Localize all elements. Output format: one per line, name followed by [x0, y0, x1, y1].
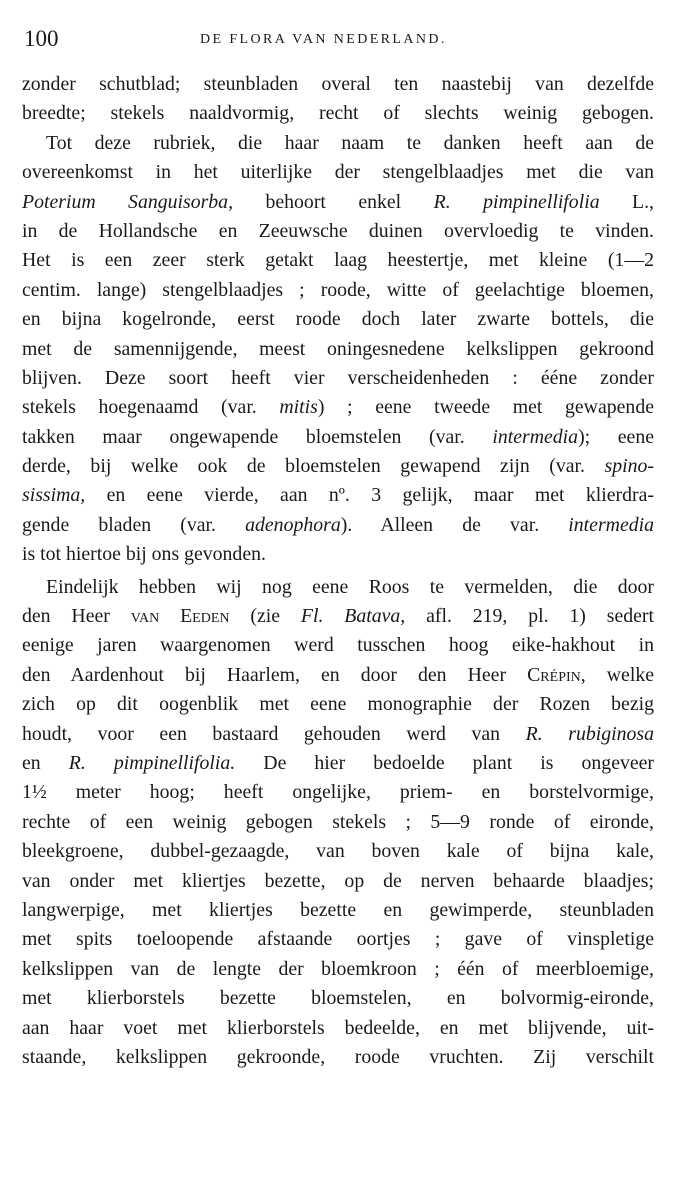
text-line — [22, 276, 654, 305]
text-line — [22, 540, 654, 569]
text-segment: Het is een zeer sterk getakt laag heestertje, met kleine (1—2 — [22, 249, 654, 272]
text-line — [22, 158, 654, 187]
text-segment: en — [22, 751, 69, 774]
text-line — [22, 808, 654, 837]
text-segment: van onder met kliertjes bezette, op de nerven behaarde blaadjes; — [22, 869, 654, 892]
text-segment: afl. 219, pl. 1) sedert — [405, 605, 654, 628]
small-caps-name: Crépin — [527, 663, 581, 686]
text-line — [22, 481, 654, 510]
text-line — [22, 70, 654, 99]
italic-text: sissima, — [22, 484, 86, 507]
text-segment: De hier bedoelde plant is ongeveer — [235, 751, 654, 774]
text-segment: Tot deze rubriek, die haar naam te danken heeft aan de — [46, 131, 654, 154]
text-segment: den Heer — [22, 605, 131, 628]
text-line — [22, 99, 654, 128]
text-line — [22, 246, 654, 275]
text-segment: ). Alleen de var. — [340, 513, 569, 536]
italic-text: Fl. Batava, — [300, 605, 406, 628]
italic-text: intermedia — [568, 513, 654, 536]
text-segment: staande, kelkslippen gekroonde, roode vruchten. Zij verschilt — [22, 1045, 654, 1068]
text-line — [22, 364, 654, 393]
text-segment: is tot hiertoe bij ons gevonden. — [22, 543, 266, 566]
text-segment: rechte of een weinig gebogen stekels ; 5—9 ronde of eironde, — [22, 810, 654, 833]
text-segment: overeenkomst in het uiterlijke der stengelblaadjes met die van — [22, 161, 654, 184]
text-line — [22, 573, 654, 602]
text-line — [22, 511, 654, 540]
text-segment: in de Hollandsche en Zeeuwsche duinen overvloedig te vinden. — [22, 219, 654, 242]
text-line — [22, 217, 654, 246]
text-segment: eenige jaren waargenomen werd tusschen hoog eike-hakhout in — [22, 634, 654, 657]
text-line — [22, 896, 654, 925]
running-head: DE FLORA VAN NEDERLAND. — [200, 32, 447, 47]
text-segment: derde, bij welke ook de bloemstelen gewapend zijn (var. — [22, 455, 605, 478]
text-segment: Eindelijk hebben wij nog eene Roos te vermelden, die door — [46, 575, 654, 598]
italic-text: R. pimpinellifolia. — [68, 751, 236, 774]
text-segment: gende bladen (var. — [22, 513, 246, 536]
italic-text: mitis — [279, 396, 318, 419]
text-segment: ); eene — [578, 425, 654, 448]
small-caps-name: van Eeden — [130, 605, 230, 628]
text-line — [22, 661, 654, 690]
text-line — [22, 837, 654, 866]
text-line — [22, 867, 654, 896]
text-line — [22, 690, 654, 719]
text-segment: zich op dit oogenblik met eene monographie der Rozen bezig — [22, 693, 654, 716]
page-number: 100 — [24, 26, 59, 51]
text-segment: aan haar voet met klierborstels bedeelde, en met blijvende, uit- — [22, 1016, 654, 1039]
text-line — [22, 955, 654, 984]
italic-text: adenophora — [245, 513, 341, 536]
text-segment: met de samennijgende, meest oningesnedene kelkslippen gekroond — [22, 337, 654, 360]
text-segment: blijven. Deze soort heeft vier verscheidenheden : ééne zonder — [22, 366, 654, 389]
text-line — [22, 1014, 654, 1043]
text-line — [22, 925, 654, 954]
text-line — [22, 423, 654, 452]
text-segment: behoort enkel — [233, 190, 434, 213]
italic-text: R. pimpinellifolia — [433, 190, 600, 213]
text-line — [22, 720, 654, 749]
text-segment: centim. lange) stengelblaadjes ; roode, witte of geelachtige bloemen, — [22, 278, 654, 301]
text-line — [22, 452, 654, 481]
text-segment: breedte; stekels naaldvormig, recht of slechts weinig gebogen. — [22, 102, 654, 125]
text-line — [22, 393, 654, 422]
text-segment: en eene vierde, aan nº. 3 gelijk, maar met klierdra- — [85, 484, 654, 507]
text-segment: 1½ meter hoog; heeft ongelijke, priem- en borstelvormige, — [22, 781, 654, 804]
text-segment: , welke — [580, 663, 654, 686]
text-segment: kelkslippen van de lengte der bloemkroon ; één of meerbloemige, — [22, 957, 654, 980]
text-line — [22, 602, 654, 631]
text-line — [22, 749, 654, 778]
italic-text: intermedia — [492, 425, 579, 448]
text-segment: den Aardenhout bij Haarlem, en door den Heer — [22, 663, 528, 686]
text-line — [22, 188, 654, 217]
italic-text: R. rubiginosa — [525, 722, 654, 745]
italic-text: spino- — [604, 455, 654, 478]
italic-text: Poterium Sanguisorba, — [22, 190, 234, 213]
text-line — [22, 1043, 654, 1072]
text-segment: stekels hoegenaamd (var. — [22, 396, 280, 419]
text-segment: met spits toeloopende afstaande oortjes ; gave of vinspletige — [22, 928, 654, 951]
text-line — [22, 631, 654, 660]
text-segment: L., — [599, 190, 654, 213]
text-line — [22, 778, 654, 807]
text-line — [22, 129, 654, 158]
text-segment: takken maar ongewapende bloemstelen (var. — [22, 425, 493, 448]
text-segment: houdt, voor een bastaard gehouden werd van — [22, 722, 526, 745]
text-segment: met klierborstels bezette bloemstelen, en bolvormig-eironde, — [22, 987, 654, 1010]
page-header — [24, 24, 654, 54]
text-segment: ) ; eene tweede met gewapende — [317, 396, 654, 419]
text-line — [22, 305, 654, 334]
text-segment: bleekgroene, dubbel-gezaagde, van boven kale of bijna kale, — [22, 840, 654, 863]
text-line — [22, 335, 654, 364]
text-segment: (zie — [229, 605, 301, 628]
body-text — [22, 70, 654, 1072]
text-line — [22, 984, 654, 1013]
text-segment: langwerpige, met kliertjes bezette en gewimperde, steunbladen — [22, 898, 654, 921]
text-segment: en bijna kogelronde, eerst roode doch later zwarte bottels, die — [22, 308, 654, 331]
text-segment: zonder schutblad; steunbladen overal ten naastebij van dezelfde — [22, 73, 654, 95]
